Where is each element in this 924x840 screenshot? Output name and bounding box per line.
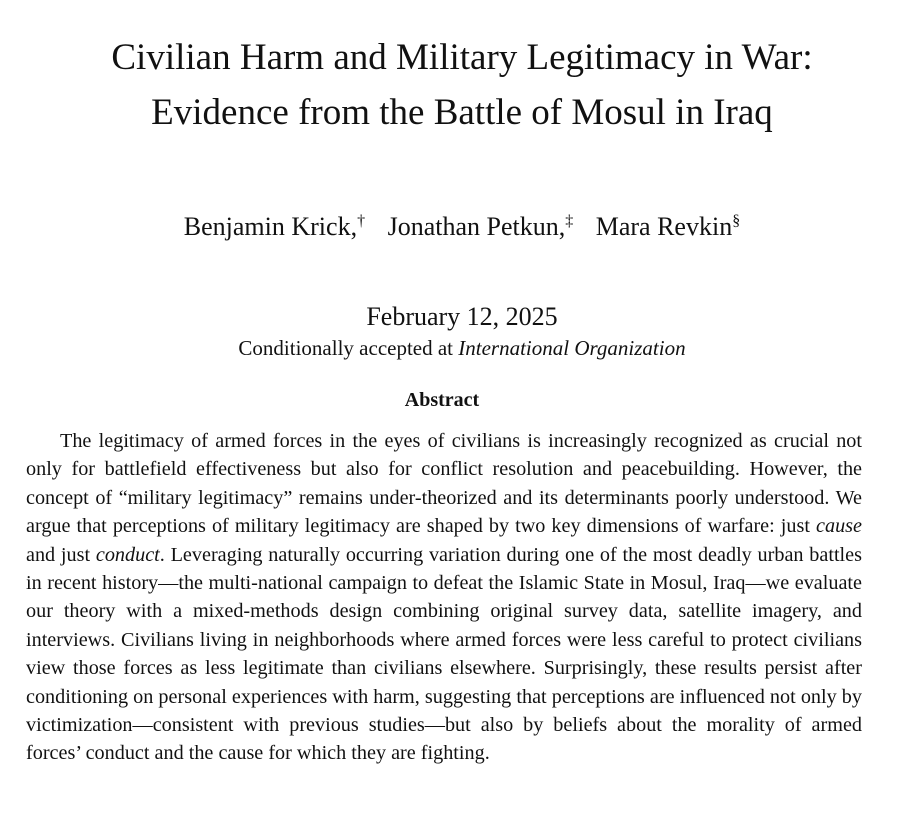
abstract-text xyxy=(26,427,862,768)
journal-name: International Organization xyxy=(458,336,686,360)
author-2-name: Jonathan Petkun, xyxy=(387,211,566,241)
author-list xyxy=(0,203,924,245)
abstract-emphasis-cause: cause xyxy=(816,515,862,538)
abstract-text-part-2: and just xyxy=(26,543,96,566)
author-2-footnote-mark: ‡ xyxy=(565,212,574,229)
acceptance-prefix: Conditionally accepted at xyxy=(238,336,459,360)
paper-title-line-2: Evidence from the Battle of Mosul in Iraq xyxy=(151,92,773,133)
author-3-footnote-mark: § xyxy=(732,212,741,229)
author-2 xyxy=(388,212,574,241)
publication-date: February 12, 2025 xyxy=(366,302,558,331)
acceptance-note xyxy=(0,333,924,363)
author-1 xyxy=(184,212,365,241)
abstract-text-part-1: The legitimacy of armed forces in the eyes of civilians is increasingly recognized as crucial not only for battlefield effectiveness but also for conflict resolution and peacebuilding. However, the concept of “military legitimacy” remains under-theorized and its determinants poorly understood. We argue that perceptions of military legitimacy are shaped by two key dimensions of warfare: just xyxy=(26,430,862,538)
author-3-name: Mara Revkin xyxy=(595,211,733,241)
author-3 xyxy=(596,212,740,241)
author-1-footnote-mark: † xyxy=(357,212,366,229)
abstract-heading: Abstract xyxy=(404,389,480,411)
author-1-name: Benjamin Krick, xyxy=(183,211,358,241)
abstract-text-part-3: . Leveraging naturally occurring variation during one of the most deadly urban battles in recent history—the multi-national campaign to defeat the Islamic State in Mosul, Iraq—we evaluate our theory with a mixed-methods design combining original survey data, satellite imagery, and interviews. Civilians living in neighborhoods where armed forces were less careful to protect civilians view those forces as less legitimate than civilians elsewhere. Surprisingly, these results persist after conditioning on personal experiences with harm, suggesting that perceptions are influenced not only by victimization—consistent with previous studies—but also by beliefs about the morality of armed forces’ conduct and the cause for which they are fighting. xyxy=(26,543,862,765)
paper-title xyxy=(0,30,924,140)
abstract-emphasis-conduct: conduct xyxy=(95,543,160,566)
paper-title-line-1: Civilian Harm and Military Legitimacy in War: xyxy=(111,37,813,78)
